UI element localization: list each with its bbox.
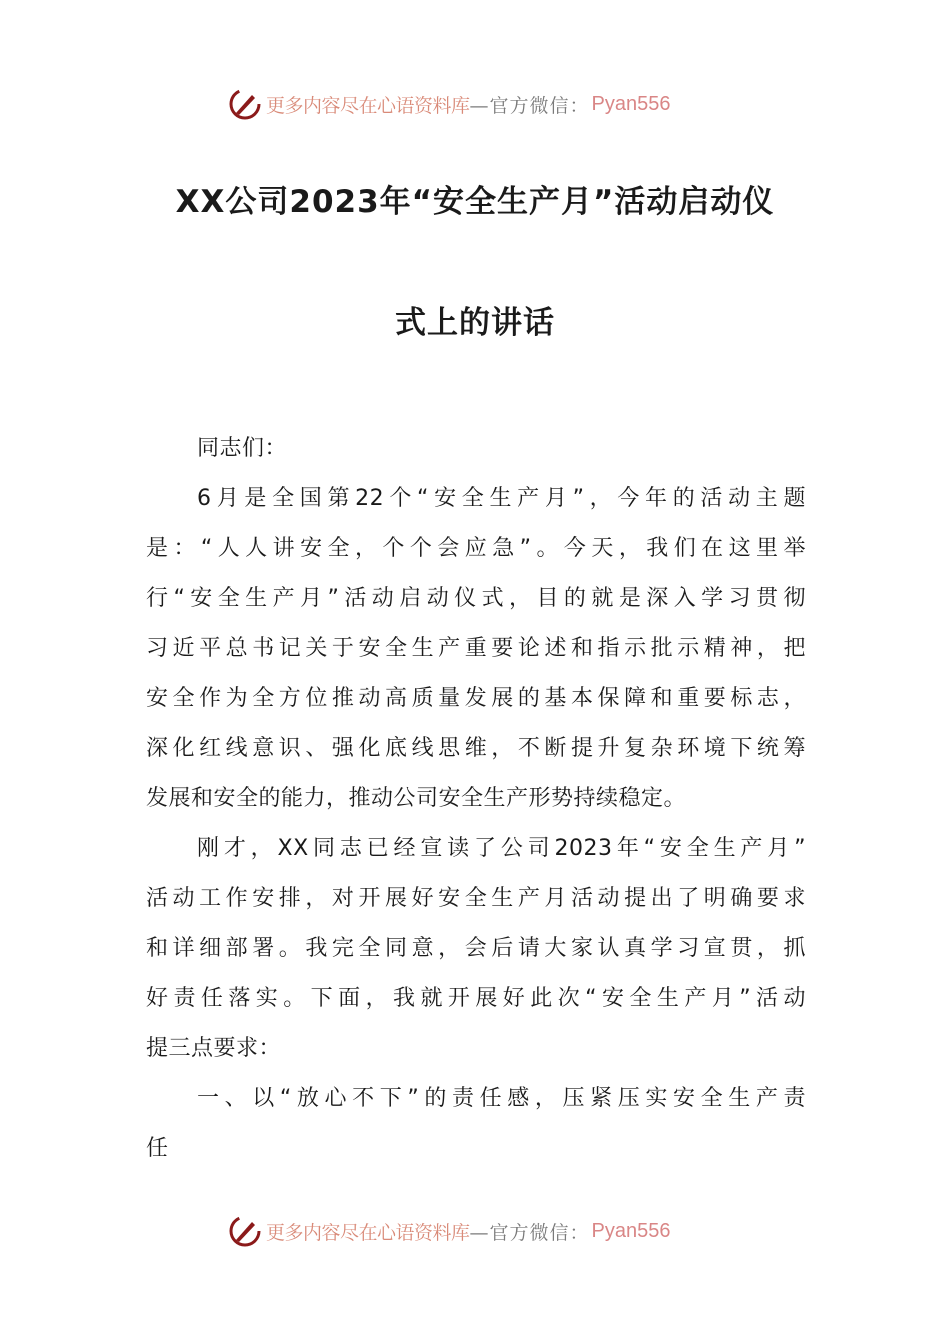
quill-logo-icon [228, 1214, 262, 1248]
paragraph [146, 424, 806, 474]
banner-text-2: —官方微信： [469, 94, 590, 117]
quill-logo-icon [228, 87, 262, 121]
paragraph-line: 提三点要求： [146, 1036, 282, 1061]
document-title-line-1: XX公司2023年“安全生产月”活动启动仪 [175, 184, 775, 220]
paragraph-line: 发展和安全的能力，推动公司安全生产形势持续稳定。 [146, 786, 687, 811]
paragraph-line: 好责任落实。下面，我就开展好此次“安全生产月”活动 [146, 986, 806, 1011]
paragraph-line: 一、以“放心不下”的责任感，压紧压实安全生产责 [197, 1086, 806, 1111]
paragraph [146, 1074, 806, 1174]
banner-text-2: —官方微信： [469, 1221, 590, 1244]
paragraph-line: 和详细部署。我完全同意，会后请大家认真学习宣贯，抓 [146, 936, 806, 961]
banner-wechat-id: Pyan556 [591, 1219, 671, 1242]
document-body [146, 424, 806, 1174]
paragraph [146, 474, 806, 824]
paragraph-line: 行“安全生产月”活动启动仪式，目的就是深入学习贯彻 [146, 586, 806, 611]
paragraph-line: 6月是全国第22个“安全生产月”，今年的活动主题 [197, 486, 806, 511]
paragraph-line: 习近平总书记关于安全生产重要论述和指示批示精神，把 [146, 636, 806, 661]
paragraph-line: 刚才，XX同志已经宣读了公司2023年“安全生产月” [197, 836, 806, 861]
banner-wechat-id: Pyan556 [591, 92, 671, 115]
footer-watermark-banner [228, 1213, 728, 1249]
paragraph-line: 是：“人人讲安全，个个会应急”。今天，我们在这里举 [146, 536, 806, 561]
paragraph-line: 同志们： [197, 436, 288, 461]
paragraph-line: 任 [146, 1136, 169, 1161]
document-title-line-2: 式上的讲话 [395, 305, 555, 341]
banner-text-1: 更多内容尽在心语资料库 [266, 1221, 470, 1244]
paragraph [146, 824, 806, 1074]
banner-text-1: 更多内容尽在心语资料库 [266, 94, 470, 117]
paragraph-line: 深化红线意识、强化底线思维，不断提升复杂环境下统筹 [146, 736, 806, 761]
paragraph-line: 安全作为全方位推动高质量发展的基本保障和重要标志， [146, 686, 806, 711]
header-watermark-banner [228, 86, 728, 122]
paragraph-line: 活动工作安排，对开展好安全生产月活动提出了明确要求 [146, 886, 806, 911]
